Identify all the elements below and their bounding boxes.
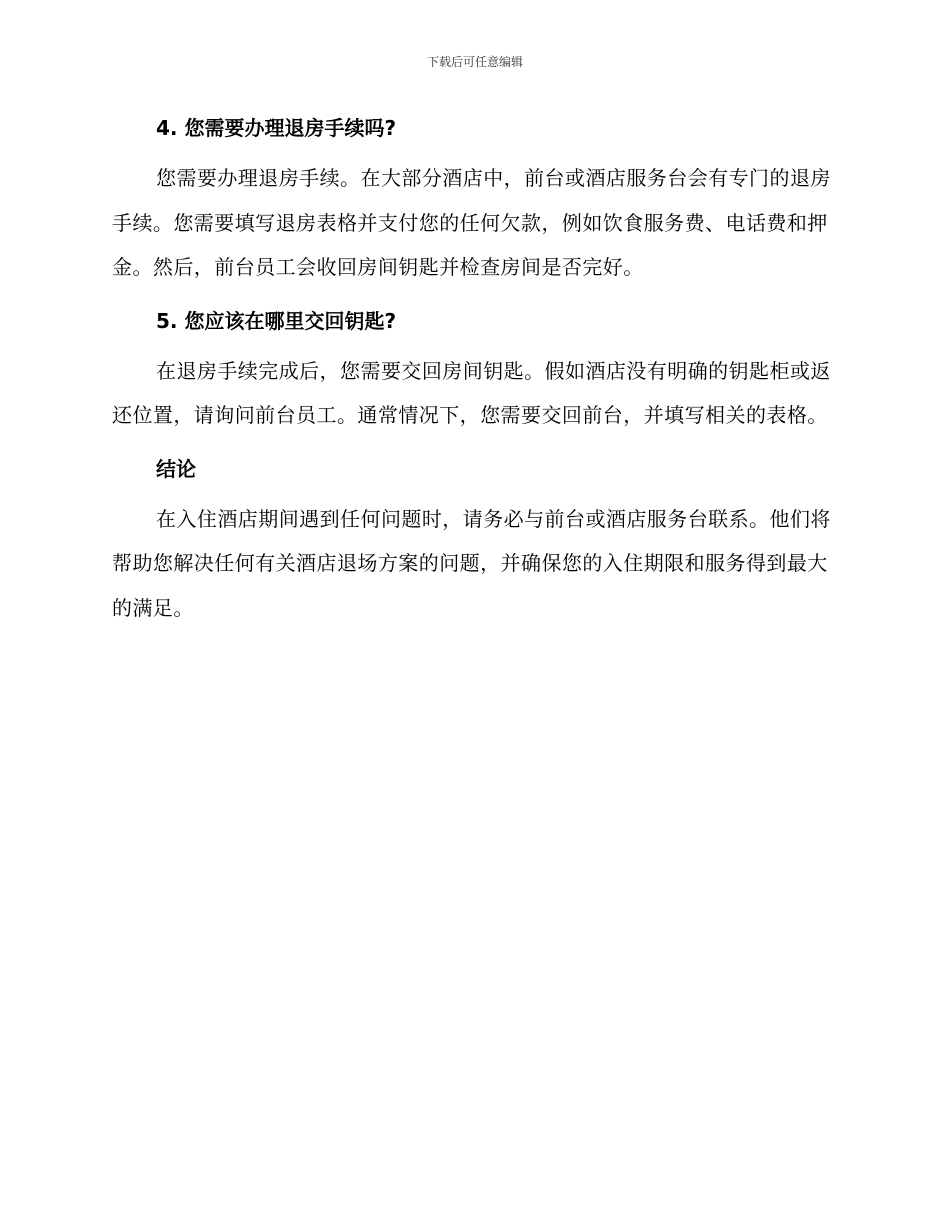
page-header: 下载后可任意编辑 — [426, 55, 523, 69]
paragraph-conclusion: 在入住酒店期间遇到任何问题时，请务必与前台或酒店服务台联系。他们将帮助您解决任何有关酒店退场方案的问题，并确保您的入住期限和服务得到最大的满足。 — [112, 506, 831, 620]
section-heading-checkout: 4. 您需要办理退房手续吗? — [156, 116, 397, 140]
document-body — [112, 112, 832, 630]
paragraph-return-key: 在退房手续完成后，您需要交回房间钥匙。假如酒店没有明确的钥匙柜或返还位置，请询问前台员工。通常情况下，您需要交回前台，并填写相关的表格。 — [112, 358, 831, 427]
section-heading-return-key: 5. 您应该在哪里交回钥匙? — [156, 308, 397, 333]
section-heading-conclusion: 结论 — [156, 456, 196, 481]
paragraph-checkout: 您需要办理退房手续。在大部分酒店中，前台或酒店服务台会有专门的退房手续。您需要填写退房表格并支付您的任何欠款，例如饮食服务费、电话费和押金。然后，前台员工会收回房间钥匙并检查房间是否完好。 — [112, 166, 831, 279]
